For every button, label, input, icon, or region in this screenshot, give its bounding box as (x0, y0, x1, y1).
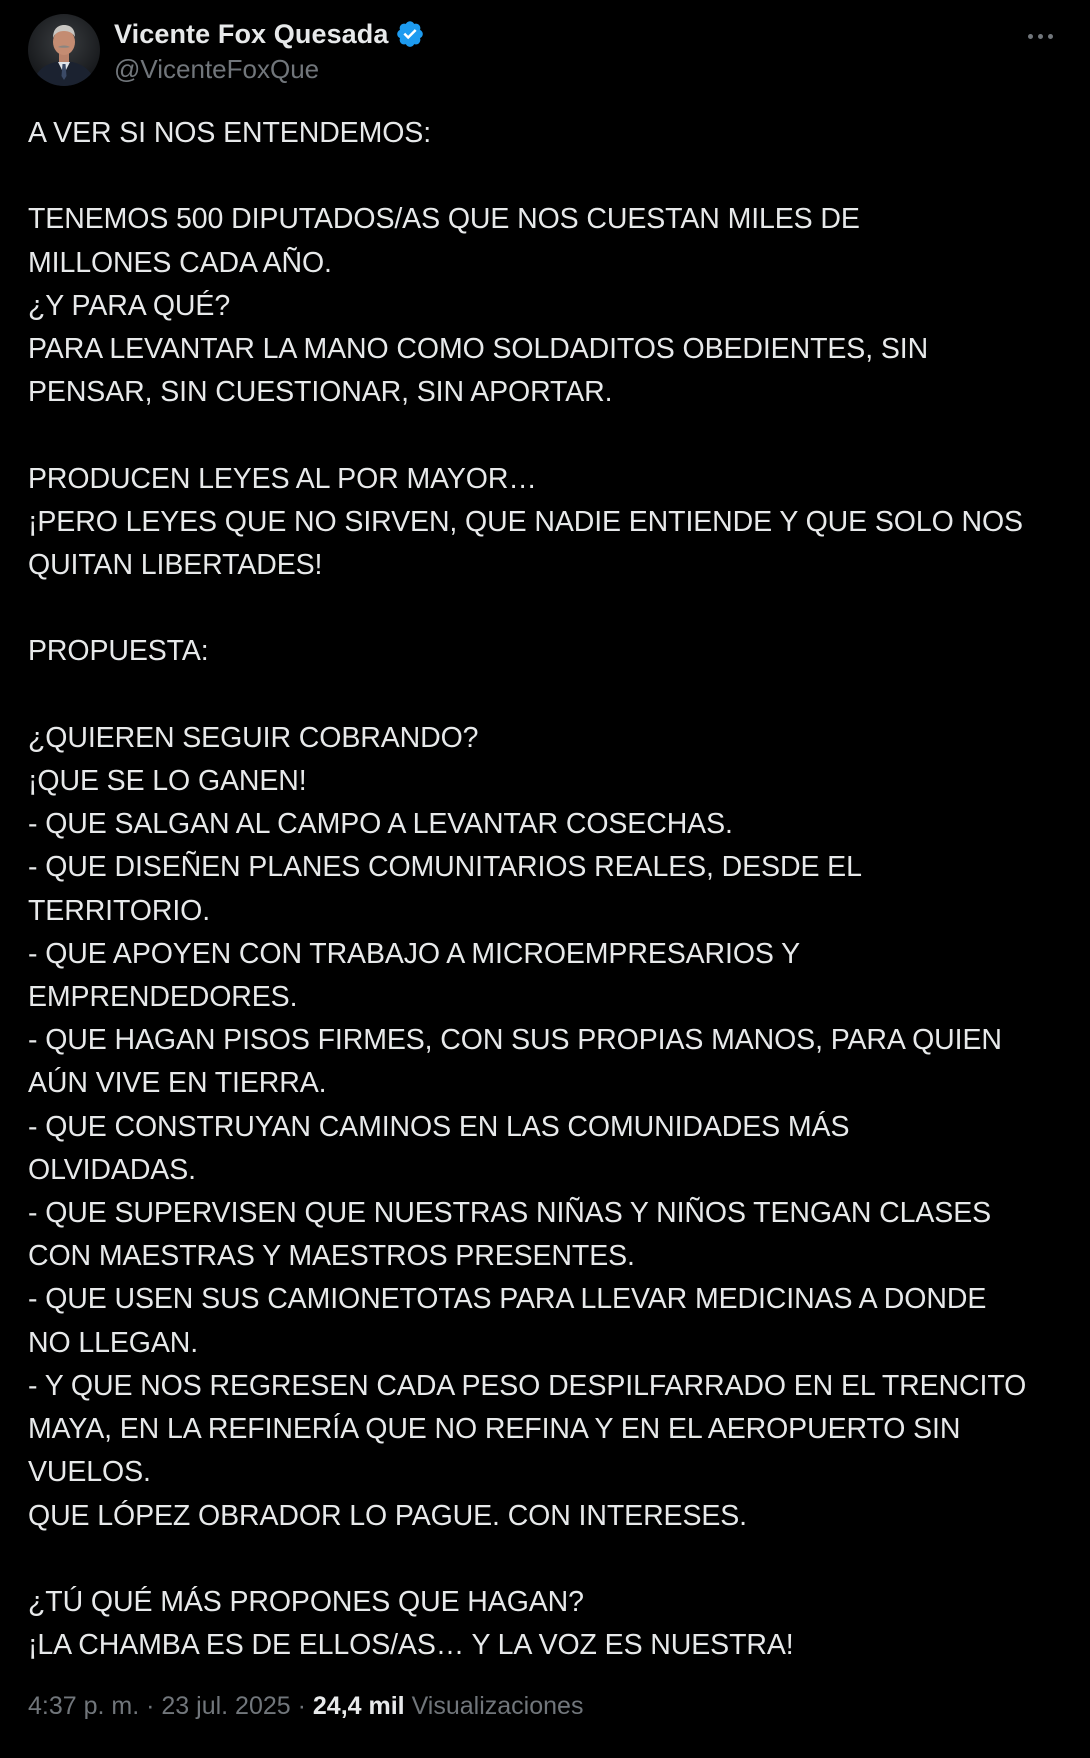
handle[interactable]: @VicenteFoxQue (114, 54, 320, 84)
avatar-photo (28, 14, 100, 86)
author-block (114, 16, 425, 85)
verified-badge-icon[interactable] (395, 19, 425, 49)
views-label: Visualizaciones (411, 1692, 584, 1720)
display-name[interactable]: Vicente Fox Quesada (114, 18, 389, 49)
meta-separator-2: · (290, 1692, 313, 1720)
more-options-button[interactable] (1018, 20, 1062, 52)
tweet-time[interactable]: 4:37 p. m. (28, 1692, 140, 1720)
name-row (114, 16, 425, 52)
avatar[interactable] (28, 14, 100, 86)
tweet-date[interactable]: 23 jul. 2025 (161, 1692, 291, 1720)
tweet-header (28, 14, 1062, 86)
views-count: 24,4 mil (312, 1692, 405, 1720)
meta-separator: · (139, 1692, 162, 1720)
tweet-meta (28, 1692, 583, 1721)
more-horizontal-icon (1028, 34, 1033, 39)
tweet-text: A VER SI NOS ENTENDEMOS: TENEMOS 500 DIPUTADOS/AS QUE NOS CUESTAN MILES DE MILLONES CADA AÑO. ¿Y PARA QUÉ? PARA LEVANTAR LA MANO COMO SOLDADITOS OBEDIENTES, SIN PENSAR, SIN CUESTIONAR, SIN APORTAR. PRODUCEN LEYES AL POR MAYOR… ¡PERO LEYES QUE NO SIRVEN, QUE NADIE ENTIENDE Y QUE SOLO NOS QUITAN LIBERTADES! PROPUESTA: ¿QUIEREN SEGUIR COBRANDO? ¡QUE SE LO GANEN! - QUE SALGAN AL CAMPO A LEVANTAR COSECHAS. - QUE DISEÑEN PLANES COMUNITARIOS REALES, DESDE EL TERRITORIO. - QUE APOYEN CON TRABAJO A MICROEMPRESARIOS Y EMPRENDEDORES. - QUE HAGAN PISOS FIRMES, CON SUS PROPIAS MANOS, PARA QUIEN AÚN VIVE EN TIERRA. - QUE CONSTRUYAN CAMINOS EN LAS COMUNIDADES MÁS OLVIDADAS. - QUE SUPERVISEN QUE NUESTRAS NIÑAS Y NIÑOS TENGAN CLASES CON MAESTRAS Y MAESTROS PRESENTES. - QUE USEN SUS CAMIONETOTAS PARA LLEVAR MEDICINAS A DONDE NO LLEGAN. - Y QUE NOS REGRESEN CADA PESO DESPILFARRADO EN EL TRENCITO MAYA, EN LA REFINERÍA QUE NO REFINA Y EN EL AEROPUERTO SIN VUELOS. QUE LÓPEZ OBRADOR LO PAGUE. CON INTERESES. ¿TÚ QUÉ MÁS PROPONES QUE HAGAN? ¡LA CHAMBA ES DE ELLOS/AS… Y LA VOZ ES NUESTRA! (28, 117, 1027, 1662)
